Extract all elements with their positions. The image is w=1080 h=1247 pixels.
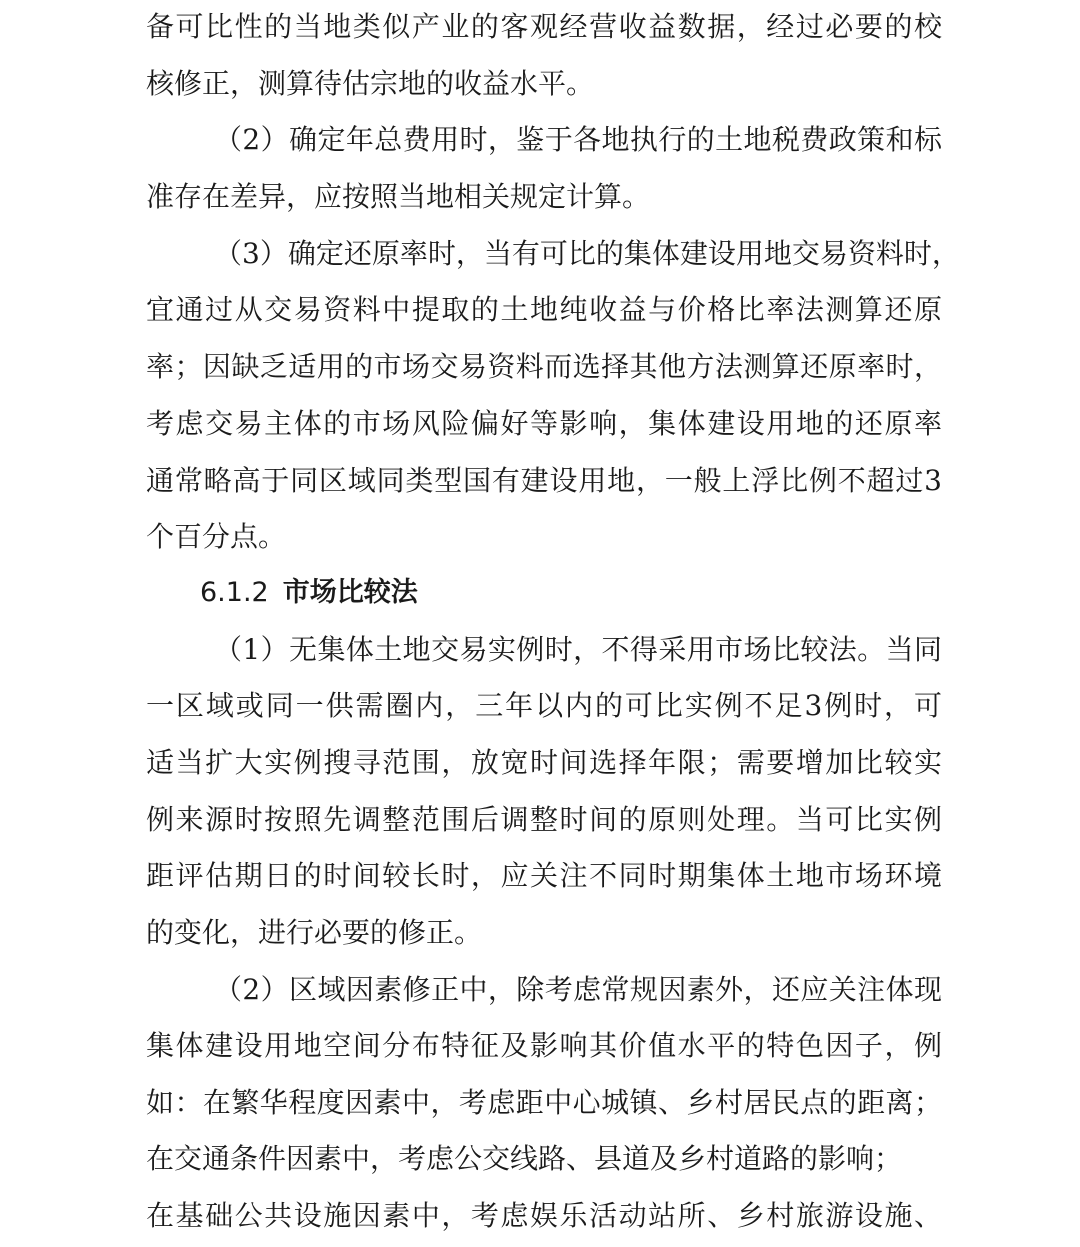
paragraph-line: （2）区域因素修正中，除考虑常规因素外，还应关注体现 [214,973,942,1006]
paragraph-line: 集体建设用地空间分布特征及影响其价值水平的特色因子，例 [146,1029,942,1062]
section-heading [200,573,418,613]
section-title: 市场比较法 [282,577,418,608]
section-number: 6.1.2 [200,577,269,608]
paragraph-line: 例来源时按照先调整范围后调整时间的原则处理。当可比实例 [146,803,942,836]
paragraph-line: 率；因缺乏适用的市场交易资料而选择其他方法测算还原率时， [146,350,942,383]
paragraph-line: 核修正，测算待估宗地的收益水平。 [146,67,595,100]
paragraph-line: 距评估期日的时间较长时，应关注不同时期集体土地市场环境 [146,859,942,892]
paragraph-line: 考虑交易主体的市场风险偏好等影响，集体建设用地的还原率 [146,407,942,440]
paragraph-line: 适当扩大实例搜寻范围，放宽时间选择年限；需要增加比较实 [146,746,942,779]
paragraph-line: （3）确定还原率时，当有可比的集体建设用地交易资料时， [214,237,960,270]
paragraph-line: 个百分点。 [146,520,287,553]
paragraph-line: 的变化，进行必要的修正。 [146,916,483,949]
paragraph-line: 准存在差异，应按照当地相关规定计算。 [146,180,651,213]
paragraph-line: 通常略高于同区域同类型国有建设用地，一般上浮比例不超过3 [146,464,942,497]
paragraph-line: 一区域或同一供需圈内，三年以内的可比实例不足3例时，可 [146,689,942,722]
paragraph-line: 宜通过从交易资料中提取的土地纯收益与价格比率法测算还原 [146,293,942,326]
paragraph-line: （1）无集体土地交易实例时，不得采用市场比较法。当同 [214,633,942,666]
paragraph-line: 在交通条件因素中，考虑公交线路、县道及乡村道路的影响； [146,1142,903,1175]
paragraph-line: 如：在繁华程度因素中，考虑距中心城镇、乡村居民点的距离； [146,1086,942,1119]
paragraph-line: 在基础公共设施因素中，考虑娱乐活动站所、乡村旅游设施、 [146,1199,942,1232]
paragraph-line: 备可比性的当地类似产业的客观经营收益数据，经过必要的校 [146,10,942,43]
paragraph-line: （2）确定年总费用时，鉴于各地执行的土地税费政策和标 [214,123,942,156]
